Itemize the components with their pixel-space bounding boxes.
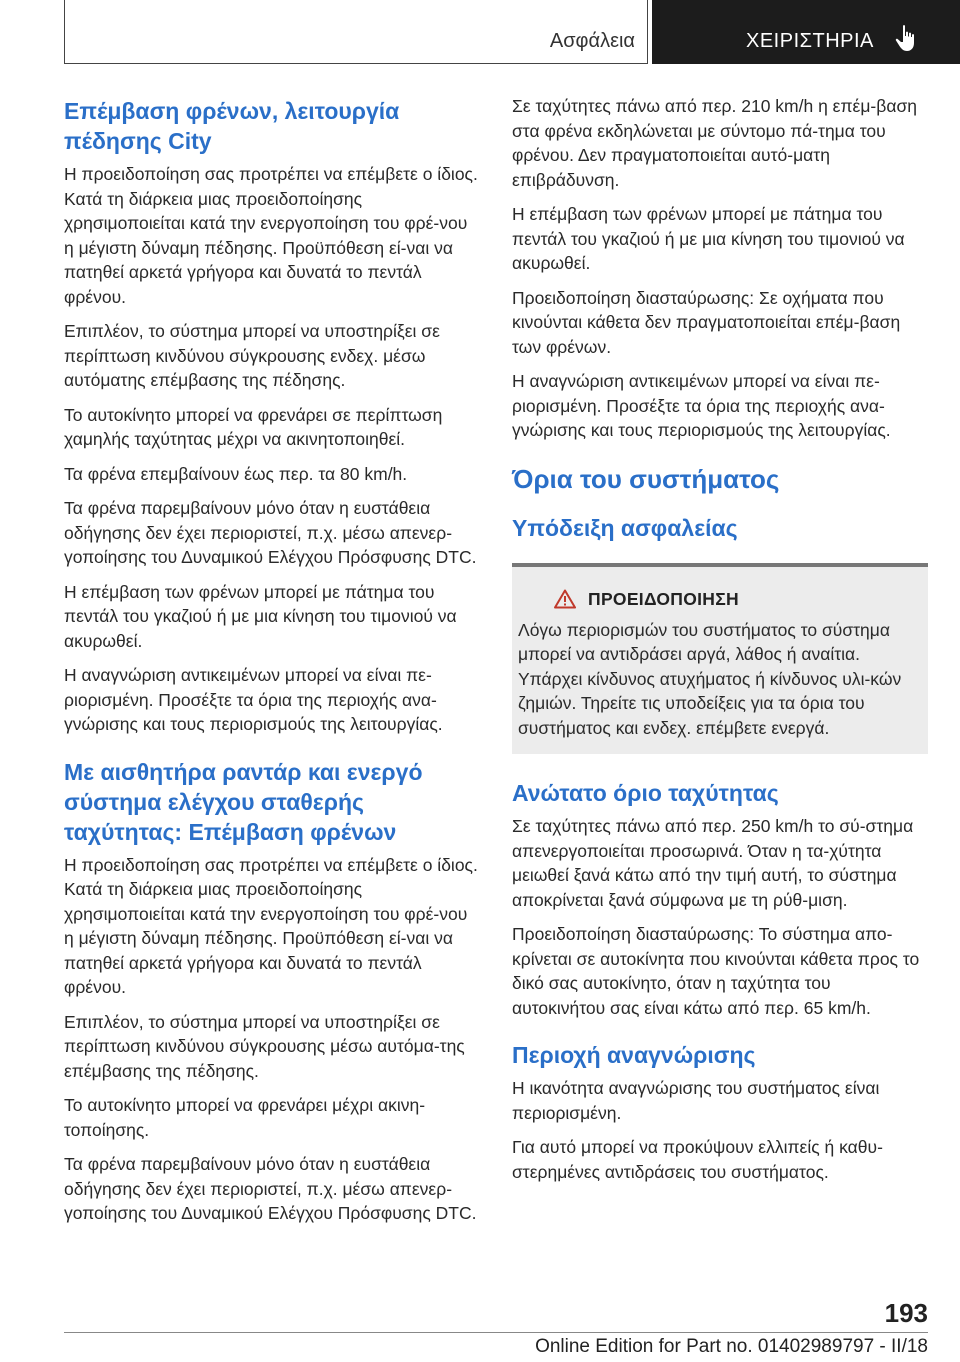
heading-brake-intervention-city: Επέμβαση φρένων, λειτουργία πέδησης City bbox=[64, 98, 400, 154]
paragraph: Η αναγνώριση αντικειμένων μπορεί να είναι πε‐ριορισμένη. Προσέξτε τα όρια της περιοχής ανα‐γνώρισης και τους περιορισμούς της λειτουργίας. bbox=[512, 371, 891, 440]
heading-max-speed: Ανώτατο όριο ταχύτητας bbox=[512, 780, 779, 806]
right-column bbox=[512, 94, 928, 1194]
paragraph: Η προειδοποίηση σας προτρέπει να επέμβετε ο ίδιος. Κατά τη διάρκεια μιας προειδοποίησης χρησιμοποιείται κατά την ενεργοποίηση του φρέ‐νου η μέγιστη δύναμη πέδησης. Προϋπόθεση εί‐ναι να πατηθεί αρκετά γρήγορα και δυνατά το πεντάλ φρένου. bbox=[64, 854, 478, 997]
paragraph: Το αυτοκίνητο μπορεί να φρενάρει μέχρι ακινη‐τοποίησης. bbox=[64, 1095, 426, 1140]
warning-box bbox=[512, 563, 928, 755]
paragraph: Τα φρένα παρεμβαίνουν μόνο όταν η ευστάθεια οδήγησης δεν έχει περιοριστεί, π.χ. μέσω απενερ‐γοποίησης του Δυναμικού Ελέγχου Πρόσφυσης DTC. bbox=[64, 1154, 477, 1223]
warning-triangle-icon bbox=[554, 589, 576, 609]
paragraph: Σε ταχύτητες πάνω από περ. 210 km/h η επέμ‐βαση στα φρένα εκδηλώνεται με σύντομο πά‐τημα του φρένου. Δεν πραγματοποιείται αυτό‐ματη επιβράδυνση. bbox=[512, 96, 917, 190]
paragraph: Τα φρένα παρεμβαίνουν μόνο όταν η ευστάθεια οδήγησης δεν έχει περιοριστεί, π.χ. μέσω απενερ‐γοποίησης του Δυναμικού Ελέγχου Πρόσφυσης DTC. bbox=[64, 498, 477, 567]
header-chapter-label: ΧΕΙΡΙΣΤΗΡΙΑ bbox=[746, 30, 874, 52]
heading-system-limits: Όρια του συστήματος bbox=[512, 463, 780, 494]
paragraph: Σε ταχύτητες πάνω από περ. 250 km/h το σύ‐στημα απενεργοποιείται προσωρινά. Όταν η τα‐χύτητα μειωθεί ξανά κάτω από την τιμή αυτή, το σύστημα αποκρίνεται ξανά σύμφωνα με τη ρύθ‐μιση. bbox=[512, 816, 914, 910]
header-section-title: Ασφάλεια bbox=[549, 30, 635, 52]
paragraph: Η επέμβαση των φρένων μπορεί με πάτημα του πεντάλ του γκαζιού ή με μια κίνηση του τιμονιού να ακυρωθεί. bbox=[512, 204, 905, 273]
paragraph: Η ικανότητα αναγνώρισης του συστήματος είναι περιορισμένη. bbox=[512, 1078, 880, 1123]
paragraph: Η αναγνώριση αντικειμένων μπορεί να είναι πε‐ριορισμένη. Προσέξτε τα όρια της περιοχής ανα‐γνώρισης και τους περιορισμούς της λειτουργίας. bbox=[64, 665, 443, 734]
warning-header bbox=[518, 589, 918, 610]
paragraph: Η επέμβαση των φρένων μπορεί με πάτημα του πεντάλ του γκαζιού ή με μια κίνηση του τιμονιού να ακυρωθεί. bbox=[64, 581, 457, 651]
paragraph: Η προειδοποίηση σας προτρέπει να επέμβετε ο ίδιος. Κατά τη διάρκεια μιας προειδοποίησης χρησιμοποιείται κατά την ενεργοποίηση του φρέ‐νου η μέγιστη δύναμη πέδησης. Προϋπόθεση εί‐ναι να πατηθεί αρκετά γρήγορα και δυνατά το πεντάλ φρένου. bbox=[64, 164, 478, 307]
warning-text: Λόγω περιορισμών του συστήματος το σύστημα μπορεί να αντιδράσει αργά, λάθος ή αναίτια. Υπάρχει κίνδυνος ατυχήματος ή κίνδυνος υλι‐κών ζημιών. Τηρείτε τις υποδείξεις για τα όρια του συστήματος και ενδεχ. επέμβετε ενεργά. bbox=[518, 619, 902, 738]
page-number: 193 bbox=[884, 1298, 928, 1328]
paragraph: Το αυτοκίνητο μπορεί να φρενάρει σε περίπτωση χαμηλής ταχύτητας μέχρι να ακινητοποιηθεί. bbox=[64, 404, 443, 449]
hand-pointer-icon bbox=[894, 24, 920, 52]
heading-radar-cruise-brake: Με αισθητήρα ραντάρ και ενεργό σύστημα ελέγχου σταθερής ταχύτητας: Επέμβαση φρένων bbox=[64, 758, 423, 845]
paragraph: Προειδοποίηση διασταύρωσης: Σε οχήματα που κινούνται κάθετα δεν πραγματοποιείται επέμ‐βαση των φρένων. bbox=[512, 287, 901, 357]
paragraph: Για αυτό μπορεί να προκύψουν ελλιπείς ή καθυ‐στερημένες αντιδράσεις του συστήματος. bbox=[512, 1137, 883, 1182]
header-section-frame bbox=[64, 0, 648, 64]
paragraph: Τα φρένα επεμβαίνουν έως περ. τα 80 km/h. bbox=[64, 463, 408, 484]
left-column bbox=[64, 94, 480, 1236]
warning-title: ΠΡΟΕΙΔΟΠΟΙΗΣΗ bbox=[588, 588, 739, 609]
heading-safety-note: Υπόδειξη ασφαλείας bbox=[512, 514, 738, 541]
heading-detection-area: Περιοχή αναγνώρισης bbox=[512, 1042, 756, 1068]
footer-divider bbox=[64, 1332, 928, 1333]
page-header bbox=[0, 0, 960, 66]
header-chapter-tab bbox=[652, 0, 960, 64]
paragraph: Επιπλέον, το σύστημα μπορεί να υποστηρίξει σε περίπτωση κινδύνου σύγκρουσης ενδεχ. μέσω αυτόματης επέμβασης της πέδησης. bbox=[64, 321, 440, 390]
paragraph: Προειδοποίηση διασταύρωσης: Το σύστημα απο‐κρίνεται σε αυτοκίνητα που κινούνται κάθετα προς το δικό σας αυτοκίνητο, όταν η ταχύτητα του αυτοκινήτου σας είναι κάτω από περ. 65 km/h. bbox=[512, 924, 920, 1018]
paragraph: Επιπλέον, το σύστημα μπορεί να υποστηρίξει σε περίπτωση κινδύνου σύγκρουσης μέσω αυτόμα‐της επέμβασης της πέδησης. bbox=[64, 1011, 465, 1081]
footer-edition: Online Edition for Part no. 01402989797 - II/18 bbox=[535, 1336, 928, 1357]
